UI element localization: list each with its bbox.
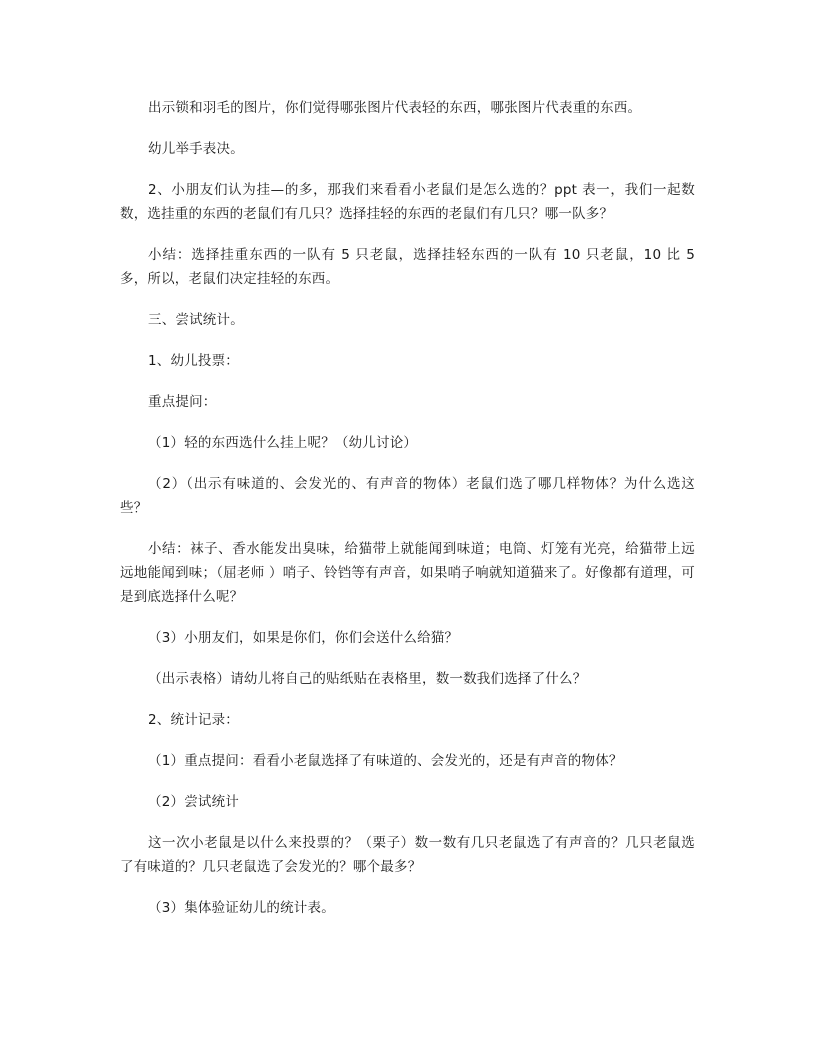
- paragraph-question-1: （1）轻的东西选什么挂上呢？（幼儿讨论）: [148, 435, 418, 451]
- document-body: [120, 96, 695, 937]
- paragraph-record-question-2: （2）尝试统计: [148, 794, 239, 810]
- paragraph-record-question-3: （3）集体验证幼儿的统计表。: [148, 900, 335, 916]
- paragraph-show-pictures: 出示锁和羽毛的图片，你们觉得哪张图片代表轻的东西，哪张图片代表重的东西。: [148, 100, 642, 116]
- paragraph-statistics-record: 2、统计记录：: [148, 712, 239, 728]
- paragraph-key-questions: 重点提问：: [148, 394, 217, 410]
- paragraph-show-table: （出示表格）请幼儿将自己的贴纸贴在表格里，数一数我们选择了什么？: [148, 671, 587, 687]
- paragraph-record-question-1: （1）重点提问：看看小老鼠选择了有味道的、会发光的，还是有声音的物体？: [148, 753, 623, 769]
- paragraph-step-2-count: 2、小朋友们认为挂—的多，那我们来看看小老鼠们是怎么选的？ppt 表一，我们一起数数，选挂重的东西的老鼠们有几只？选择挂轻的东西的老鼠们有几只？哪一队多？: [120, 182, 695, 222]
- paragraph-chestnut-vote: 这一次小老鼠是以什么来投票的？（栗子）数一数有几只老鼠选了有声音的？几只老鼠选了有味道的？几只老鼠选了会发光的？哪个最多？: [120, 835, 695, 875]
- paragraph-children-vote: 幼儿举手表决。: [148, 141, 244, 157]
- paragraph-question-3: （3）小朋友们，如果是你们，你们会送什么给猫？: [148, 630, 459, 646]
- paragraph-children-voting: 1、幼儿投票：: [148, 353, 239, 369]
- paragraph-summary-objects: 小结：袜子、香水能发出臭味，给猫带上就能闻到味道；电筒、灯笼有光亮，给猫带上远远地能闻到味；（屈老师 ）哨子、铃铛等有声音，如果哨子响就知道猫来了。好像都有道理，可是到底选择什么呢？: [120, 541, 695, 605]
- section-heading-try-statistics: 三、尝试统计。: [148, 312, 244, 328]
- paragraph-summary-mice-choice: 小结：选择挂重东西的一队有 5 只老鼠，选择挂轻东西的一队有 10 只老鼠，10 比 5 多，所以，老鼠们决定挂轻的东西。: [120, 247, 695, 287]
- paragraph-question-2: （2）（出示有味道的、会发光的、有声音的物体）老鼠们选了哪几样物体？为什么选这些？: [120, 476, 695, 516]
